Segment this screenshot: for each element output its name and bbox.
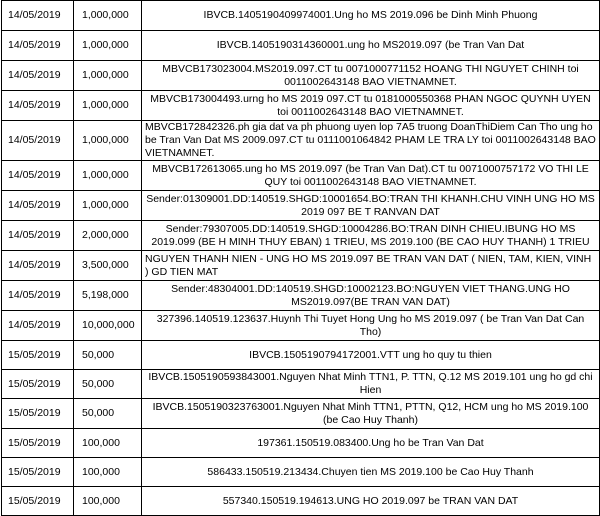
transaction-date: 14/05/2019	[2, 61, 74, 91]
transaction-description: MBVCB172842326.ph gia dat va ph phuong uyen lop 7A5 truong DoanThiDiem Can Tho ung ho be Tran Van Dat MS 2009.097.CT tu 0111001064842 PHAM LE TRA LY toi 0011002643148 BAO VIETNAMNET.	[142, 121, 600, 161]
transaction-amount: 50,000	[74, 370, 142, 399]
transaction-date: 14/05/2019	[2, 91, 74, 121]
table-row	[2, 221, 600, 251]
transaction-date: 14/05/2019	[2, 281, 74, 311]
transaction-description: 327396.140519.123637.Huynh Thi Tuyet Hong Ung ho MS 2019.097 ( be Tran Van Dat Can Tho)	[142, 311, 600, 341]
table-row	[2, 251, 600, 281]
transaction-amount: 1,000,000	[74, 161, 142, 191]
transaction-amount: 50,000	[74, 341, 142, 370]
transaction-description: MBVCB173023004.MS2019.097.CT tu 0071000771152 HOANG THI NGUYET CHINH toi 0011002643148 BAO VIETNAMNET.	[142, 61, 600, 91]
transaction-amount: 10,000,000	[74, 311, 142, 341]
transaction-amount: 2,000,000	[74, 221, 142, 251]
transaction-date: 14/05/2019	[2, 1, 74, 31]
table-row	[2, 341, 600, 370]
transaction-description: IBVCB.1505190794172001.VTT ung ho quy tu thien	[142, 341, 600, 370]
transaction-description: 557340.150519.194613.UNG HO 2019.097 be TRAN VAN DAT	[142, 487, 600, 516]
transaction-description: IBVCB.1505190593843001.Nguyen Nhat Minh TTN1, P. TTN, Q.12 MS 2019.101 ung ho gd chi Hien	[142, 370, 600, 399]
table-row	[2, 191, 600, 221]
table-row	[2, 311, 600, 341]
transaction-amount: 1,000,000	[74, 31, 142, 61]
transaction-date: 15/05/2019	[2, 399, 74, 429]
transaction-amount: 1,000,000	[74, 1, 142, 31]
transaction-date: 14/05/2019	[2, 221, 74, 251]
table-row	[2, 121, 600, 161]
donation-table	[1, 0, 600, 516]
transaction-description: IBVCB.1405190314360001.ung ho MS2019.097 (be Tran Van Dat	[142, 31, 600, 61]
table-row	[2, 399, 600, 429]
table-row	[2, 370, 600, 399]
transaction-description: Sender:01309001.DD:140519.SHGD:10001654.BO:TRAN THI KHANH.CHU VINH UNG HO MS 2019 097 BE T RANVAN DAT	[142, 191, 600, 221]
transaction-description: MBVCB173004493.urng ho MS 2019 097.CT tu 0181000550368 PHAN NGOC QUYNH UYEN toi 0011002643148 BAO VIETNAMNET.	[142, 91, 600, 121]
transaction-amount: 100,000	[74, 487, 142, 516]
transaction-amount: 1,000,000	[74, 191, 142, 221]
transaction-date: 14/05/2019	[2, 161, 74, 191]
transaction-description: IBVCB.1505190323763001.Nguyen Nhat Minh TTN1, PTTN, Q12, HCM ung ho MS 2019.100 (be Cao Huy Thanh)	[142, 399, 600, 429]
table-row	[2, 1, 600, 31]
transaction-date: 14/05/2019	[2, 191, 74, 221]
table-row	[2, 161, 600, 191]
table-row	[2, 458, 600, 487]
transaction-date: 15/05/2019	[2, 341, 74, 370]
table-row	[2, 61, 600, 91]
table-row	[2, 281, 600, 311]
transaction-amount: 1,000,000	[74, 91, 142, 121]
table-row	[2, 487, 600, 516]
transaction-date: 14/05/2019	[2, 31, 74, 61]
table-row	[2, 429, 600, 458]
transaction-amount: 100,000	[74, 458, 142, 487]
transaction-amount: 5,198,000	[74, 281, 142, 311]
transaction-date: 14/05/2019	[2, 251, 74, 281]
transaction-date: 14/05/2019	[2, 121, 74, 161]
transaction-date: 15/05/2019	[2, 458, 74, 487]
transaction-description: NGUYEN THANH NIEN - UNG HO MS 2019.097 BE TRAN VAN DAT ( NIEN, TAM, KIEN, VINH ) GD TIEN MAT	[142, 251, 600, 281]
table-row	[2, 31, 600, 61]
transaction-description: Sender:48304001.DD:140519.SHGD:10002123.BO:NGUYEN VIET THANG.UNG HO MS2019.097(BE TRAN VAN DAT)	[142, 281, 600, 311]
transaction-amount: 100,000	[74, 429, 142, 458]
transaction-date: 15/05/2019	[2, 429, 74, 458]
transaction-description: 586433.150519.213434.Chuyen tien MS 2019.100 be Cao Huy Thanh	[142, 458, 600, 487]
transaction-amount: 3,500,000	[74, 251, 142, 281]
transaction-description: 197361.150519.083400.Ung ho be Tran Van Dat	[142, 429, 600, 458]
transaction-date: 14/05/2019	[2, 311, 74, 341]
transaction-description: IBVCB.1405190409974001.Ung ho MS 2019.096 be Dinh Minh Phuong	[142, 1, 600, 31]
transaction-description: Sender:79307005.DD:140519.SHGD:10004286.BO:TRAN DINH CHIEU.IBUNG HO MS 2019.099 (BE H MINH THUY EBAN) 1 TRIEU, MS 2019.100 (BE CAO HUY THANH) 1 TRIEU	[142, 221, 600, 251]
transaction-amount: 50,000	[74, 399, 142, 429]
transaction-amount: 1,000,000	[74, 121, 142, 161]
transaction-date: 15/05/2019	[2, 370, 74, 399]
transaction-date: 15/05/2019	[2, 487, 74, 516]
transaction-amount: 1,000,000	[74, 61, 142, 91]
table-body	[2, 1, 600, 516]
transaction-description: MBVCB172613065.ung ho MS 2019.097 (be Tran Van Dat).CT tu 0071000757172 VO THI LE QUY toi 0011002643148 BAO VIETNAMNET.	[142, 161, 600, 191]
table-row	[2, 91, 600, 121]
